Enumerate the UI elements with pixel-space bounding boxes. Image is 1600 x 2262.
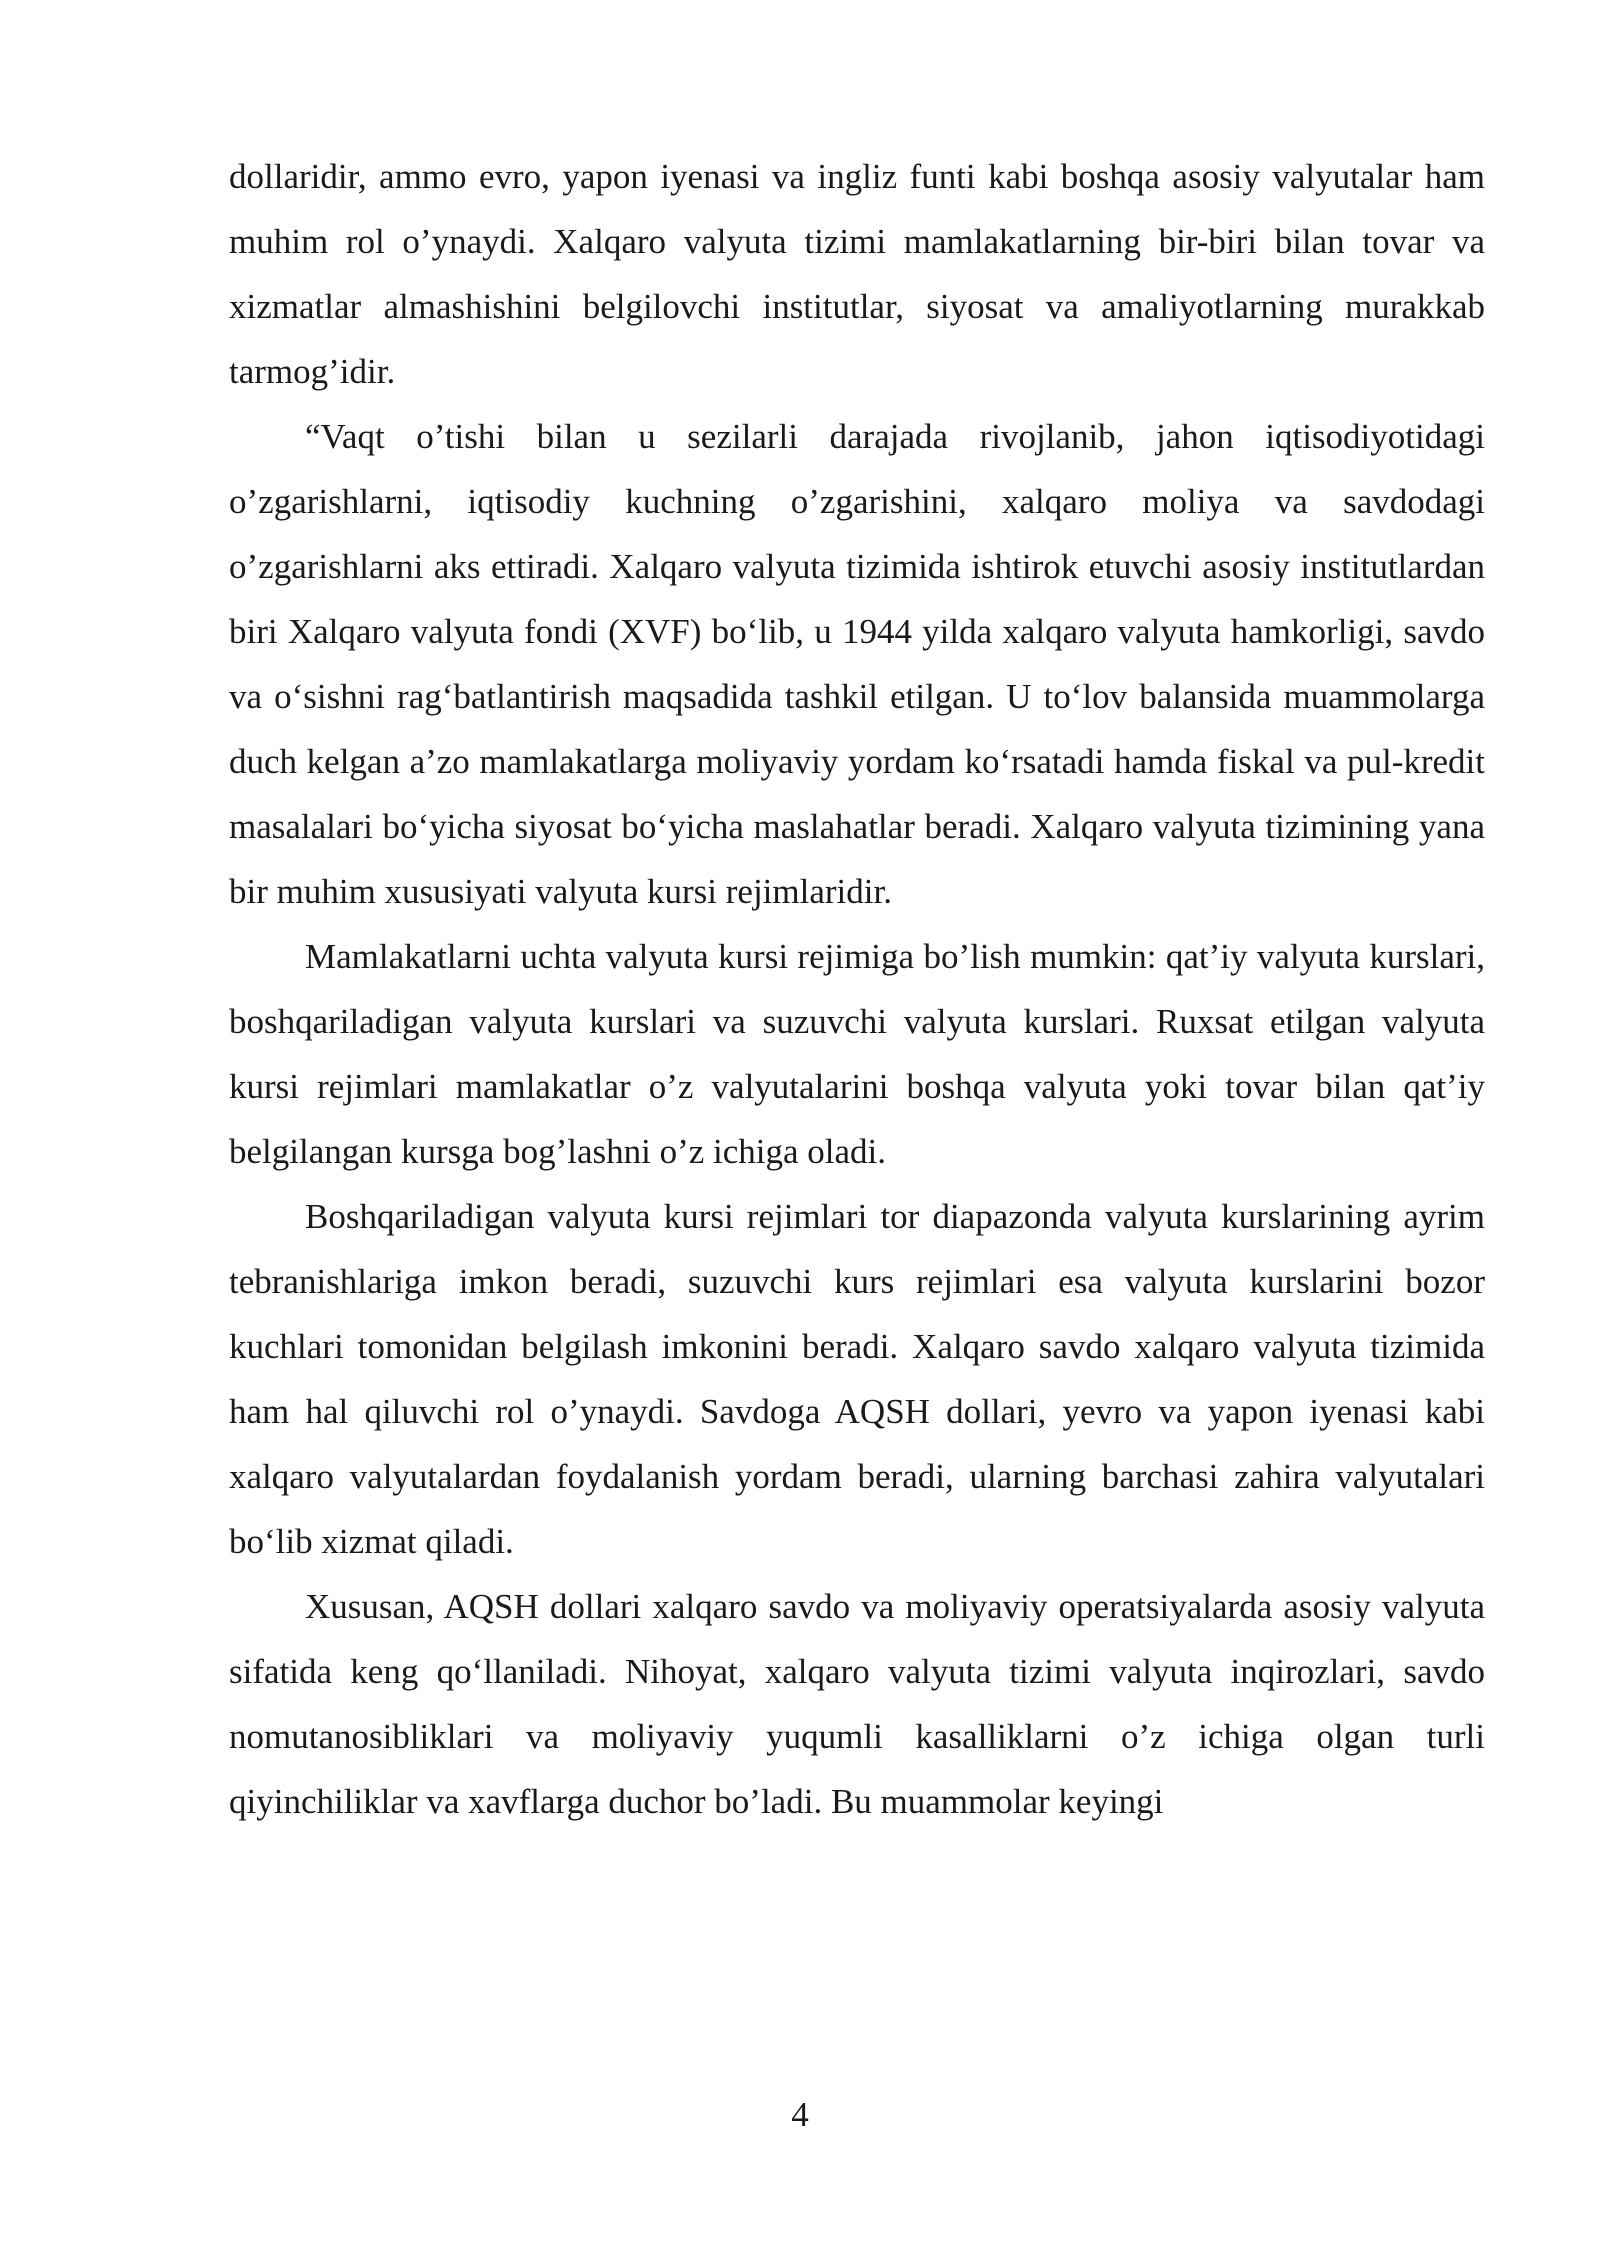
paragraph-quote-imf: “Vaqt o’tishi bilan u sezilarli darajada rivojlanib, jahon iqtisodiyotidagi o’zgarishlarni, iqtisodiy kuchning o’zgarishini, xalqaro moliya va savdodagi o’zgarishlarni aks ettiradi. Xalqaro valyuta tizimida ishtirok etuvchi asosiy institutlardan biri Xalqaro valyuta fondi (XVF) bo‘lib, u 1944 yilda xalqaro valyuta hamkorligi, savdo va o‘sishni rag‘batlantirish maqsadida tashkil etilgan. U to‘lov balansida muammolarga duch kelgan a’zo mamlakatlarga moliyaviy yordam ko‘rsatadi hamda fiskal va pul-kredit masalalari bo‘yicha siyosat bo‘yicha maslahatlar beradi. Xalqaro valyuta tizimining yana bir muhim xususiyati valyuta kursi rejimlaridir.	[229, 417, 1485, 911]
paragraph-managed-floating: Boshqariladigan valyuta kursi rejimlari tor diapazonda valyuta kurslarining ayrim tebranishlariga imkon beradi, suzuvchi kurs rejimlari esa valyuta kurslarini bozor kuchlari tomonidan belgilash imkonini beradi. Xalqaro savdo xalqaro valyuta tizimida ham hal qiluvchi rol o’ynaydi. Savdoga AQSH dollari, yevro va yapon iyenasi kabi xalqaro valyutalardan foydalanish yordam beradi, ularning barchasi zahira valyutalari bo‘lib xizmat qiladi.	[229, 1197, 1485, 1561]
paragraph-continuation: dollaridir, ammo evro, yapon iyenasi va ingliz funti kabi boshqa asosiy valyutalar ham muhim rol o’ynaydi. Xalqaro valyuta tizimi mamlakatlarning bir-biri bilan tovar va xizmatlar almashishini belgilovchi institutlar, siyosat va amaliyotlarning murakkab tarmog’idir.	[229, 157, 1485, 391]
paragraph-exchange-regimes: Mamlakatlarni uchta valyuta kursi rejimiga bo’lish mumkin: qat’iy valyuta kurslari, boshqariladigan valyuta kurslari va suzuvchi valyuta kurslari. Ruxsat etilgan valyuta kursi rejimlari mamlakatlar o’z valyutalarini boshqa valyuta yoki tovar bilan qat’iy belgilangan kursga bog’lashni o’z ichiga oladi.	[229, 937, 1485, 1171]
page-number: 4	[791, 2095, 809, 2134]
document-page	[229, 144, 1485, 1834]
paragraph-usd-challenges: Xususan, AQSH dollari xalqaro savdo va moliyaviy operatsiyalarda asosiy valyuta sifatida keng qo‘llaniladi. Nihoyat, xalqaro valyuta tizimi valyuta inqirozlari, savdo nomutanosibliklari va moliyaviy yuqumli kasalliklarni o’z ichiga olgan turli qiyinchiliklar va xavflarga duchor bo’ladi. Bu muammolar keyingi	[229, 1587, 1485, 1821]
